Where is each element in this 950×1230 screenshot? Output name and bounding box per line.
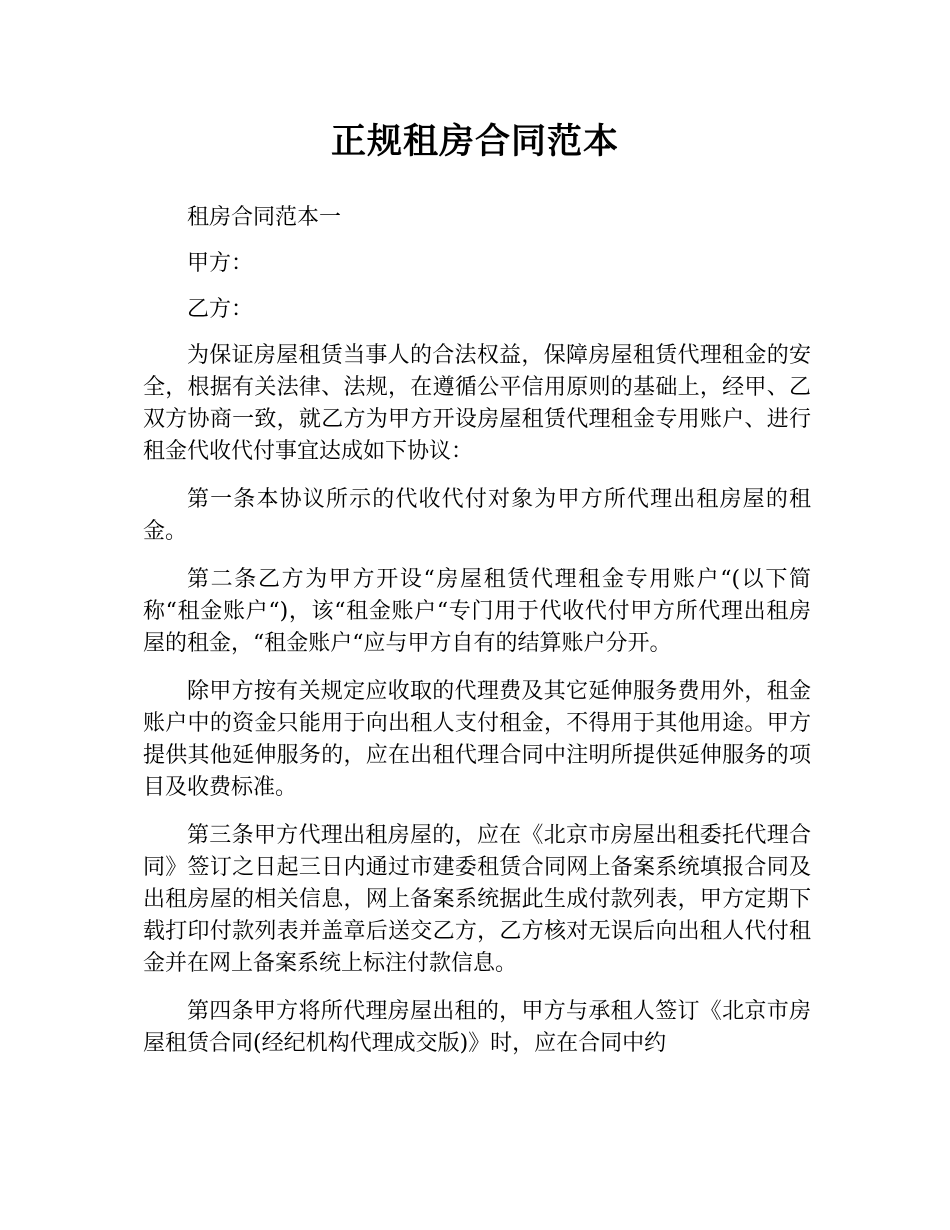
party-b-label: 乙方：: [187, 297, 254, 322]
paragraph-article-2: 第二条乙方为甲方开设“房屋租赁代理租金专用账户“(以下简称“租金账户“)，该“租金账户“专门用于代收代付甲方所代理出租房屋的租金，“租金账户“应与甲方自有的结算账户分开。: [143, 567, 811, 656]
party-a-label: 甲方：: [187, 251, 254, 276]
document-title: 正规租房合同范本: [330, 122, 619, 162]
document-body: [143, 202, 811, 1076]
paragraph-article-4: 第四条甲方将所代理房屋出租的，甲方与承租人签订《北京市房屋租赁合同(经纪机构代理成交版)》时，应在合同中约: [143, 999, 811, 1056]
paragraph-article-3: 第三条甲方代理出租房屋的，应在《北京市房屋出租委托代理合同》签订之日起三日内通过市建委租赁合同网上备案系统填报合同及出租房屋的相关信息，网上备案系统据此生成付款列表，甲方定期下载打印付款列表并盖章后送交乙方，乙方核对无误后向出租人代付租金并在网上备案系统上标注付款信息。: [143, 823, 811, 976]
paragraph-article-1: 第一条本协议所示的代收代付对象为甲方所代理出租房屋的租金。: [143, 487, 811, 544]
paragraph-preamble: 为保证房屋租赁当事人的合法权益，保障房屋租赁代理租金的安全，根据有关法律、法规，在遵循公平信用原则的基础上，经甲、乙双方协商一致，就乙方为甲方开设房屋租赁代理租金专用账户、进行租金代收代付事宜达成如下协议：: [143, 343, 811, 464]
contract-heading-line: 租房合同范本一: [187, 205, 342, 230]
paragraph-article-2-note: 除甲方按有关规定应收取的代理费及其它延伸服务费用外，租金账户中的资金只能用于向出租人支付租金，不得用于其他用途。甲方提供其他延伸服务的，应在出租代理合同中注明所提供延伸服务的项目及收费标准。: [143, 679, 811, 800]
